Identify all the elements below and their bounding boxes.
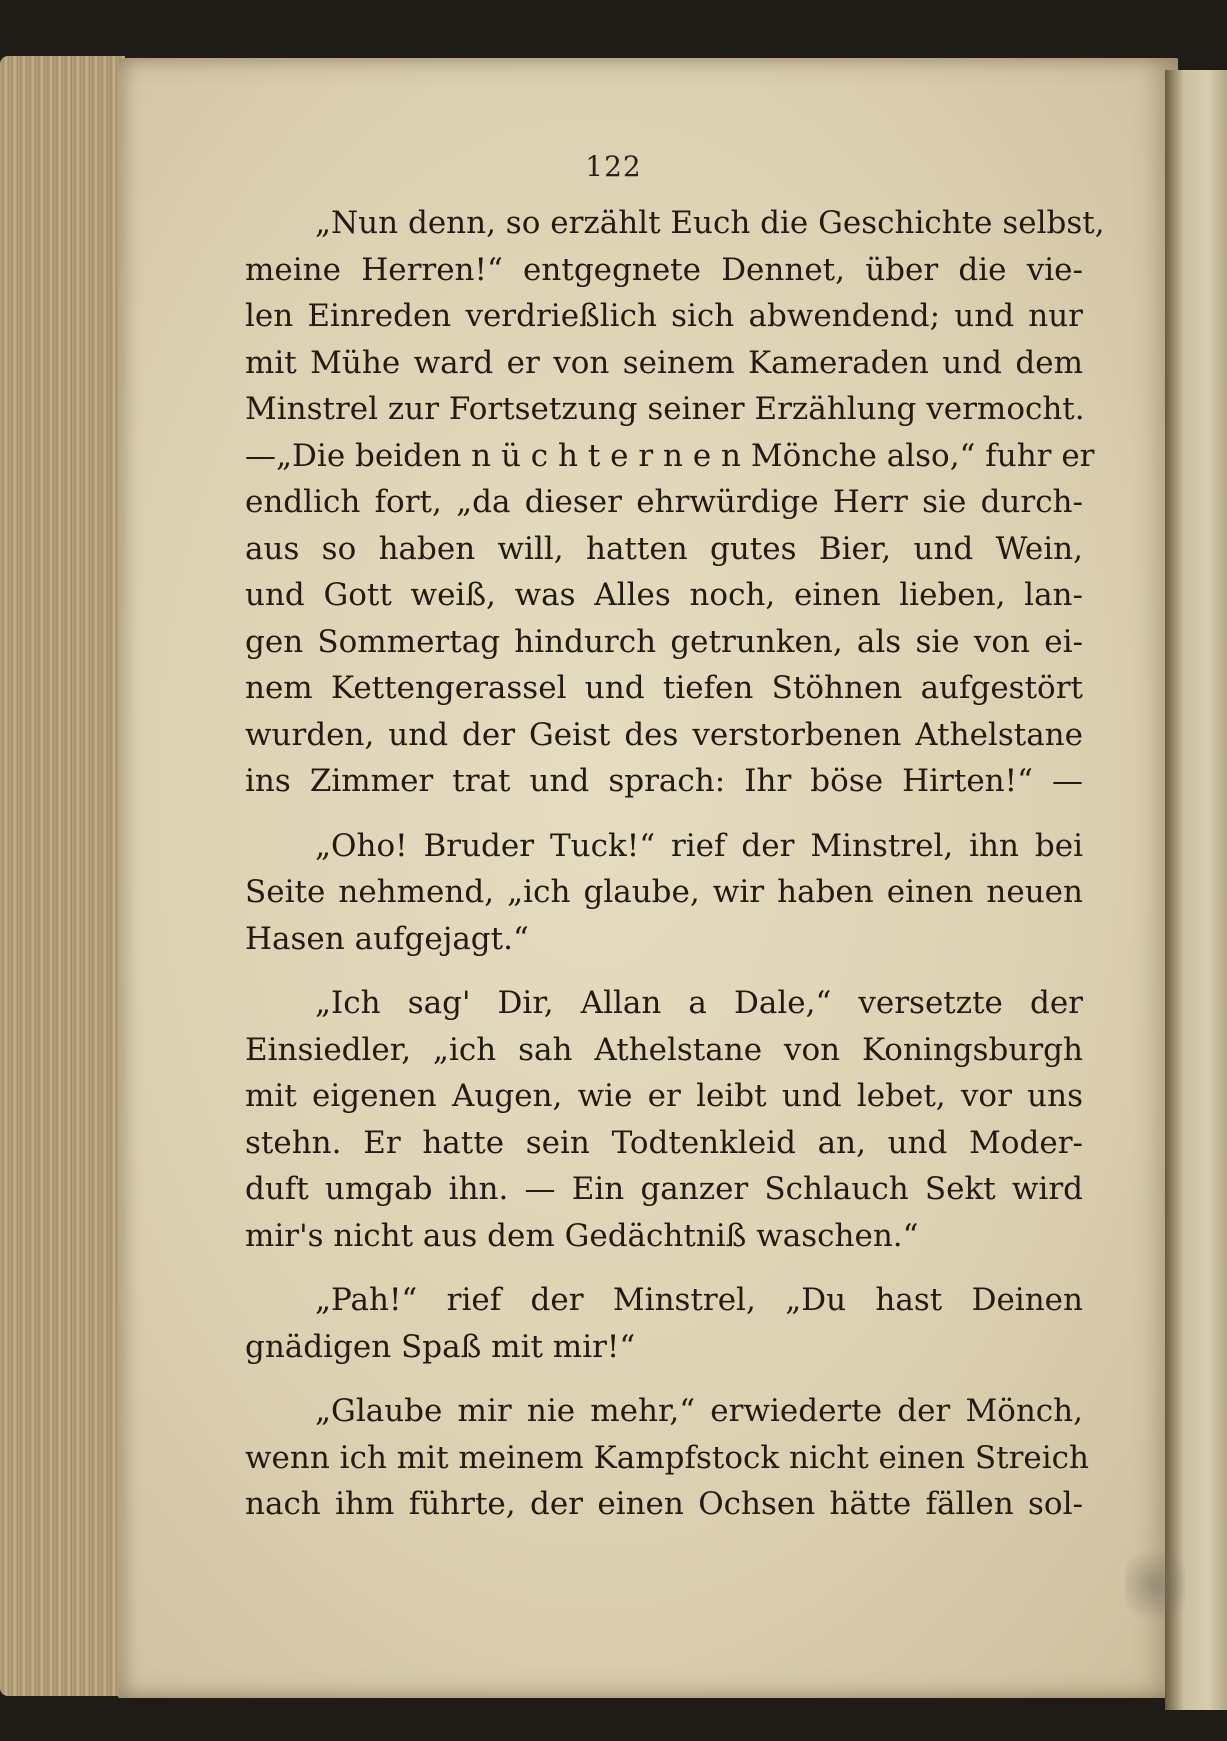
text-line: Seite nehmend, „ich glaube, wir haben einen neuen bbox=[245, 874, 1083, 910]
text-line: mit eigenen Augen, wie er leibt und lebet, vor uns bbox=[245, 1078, 1083, 1114]
text-line: „Nun denn, so erzählt Euch die Geschichte selbst, bbox=[315, 205, 1105, 241]
text-line: und Gott weiß, was Alles noch, einen lieben, lan- bbox=[245, 577, 1083, 613]
text-line: endlich fort, „da dieser ehrwürdige Herr sie durch- bbox=[245, 484, 1083, 520]
paragraph-gap bbox=[245, 962, 1083, 980]
book-fore-edge bbox=[0, 56, 125, 1696]
text-line: nach ihm führte, der einen Ochsen hätte fällen sol- bbox=[245, 1486, 1083, 1522]
text-line: Minstrel zur Fortsetzung seiner Erzählung vermocht. bbox=[245, 391, 1085, 427]
text-line: aus so haben will, hatten gutes Bier, und Wein, bbox=[245, 530, 1083, 567]
text-line: mir's nicht aus dem Gedächtniß waschen.“ bbox=[245, 1217, 919, 1254]
paragraph-gap bbox=[245, 805, 1083, 823]
text-line: „Pah!“ rief der Minstrel, „Du hast Deinen bbox=[315, 1282, 1083, 1318]
text-line: ins Zimmer trat und sprach: Ihr böse Hirten!“ — bbox=[245, 763, 1083, 799]
text-line: stehn. Er hatte sein Todtenkleid an, und Moder- bbox=[245, 1124, 1083, 1161]
text-line: mit Mühe ward er von seinem Kameraden und dem bbox=[245, 344, 1083, 381]
page-number: 122 bbox=[585, 150, 642, 183]
text-line: gen Sommertag hindurch getrunken, als sie von ei- bbox=[245, 623, 1083, 660]
facing-page-edge bbox=[1165, 70, 1227, 1710]
page-stain bbox=[1125, 1540, 1185, 1630]
paragraph-gap bbox=[245, 1370, 1083, 1388]
text-line: nem Kettengerassel und tiefen Stöhnen aufgestört bbox=[245, 670, 1083, 706]
text-line: „Oho! Bruder Tuck!“ rief der Minstrel, ihn bei bbox=[315, 827, 1083, 864]
text-line: wurden, und der Geist des verstorbenen Athelstane bbox=[245, 716, 1083, 753]
text-line: len Einreden verdrießlich sich abwendend; und nur bbox=[245, 298, 1083, 334]
paragraph-gap bbox=[245, 1259, 1083, 1277]
text-line: „Glaube mir nie mehr,“ erwiederte der Mönch, bbox=[315, 1393, 1083, 1429]
text-line: Einsiedler, „ich sah Athelstane von Koningsburgh bbox=[245, 1031, 1083, 1068]
text-line: Hasen aufgejagt.“ bbox=[245, 920, 529, 957]
text-line: duft umgab ihn. — Ein ganzer Schlauch Sekt wird bbox=[245, 1171, 1083, 1207]
text-line: —„Die beiden n ü c h t e r n e n Mönche also,“ fuhr er bbox=[245, 437, 1095, 474]
text-line: „Ich sag' Dir, Allan a Dale,“ versetzte der bbox=[315, 985, 1083, 1021]
text-line: wenn ich mit meinem Kampfstock nicht einen Streich bbox=[245, 1439, 1089, 1476]
body-text bbox=[245, 200, 1105, 1528]
text-line: meine Herren!“ entgegnete Dennet, über die vie- bbox=[245, 251, 1083, 288]
text-line: gnädigen Spaß mit mir!“ bbox=[245, 1328, 636, 1365]
